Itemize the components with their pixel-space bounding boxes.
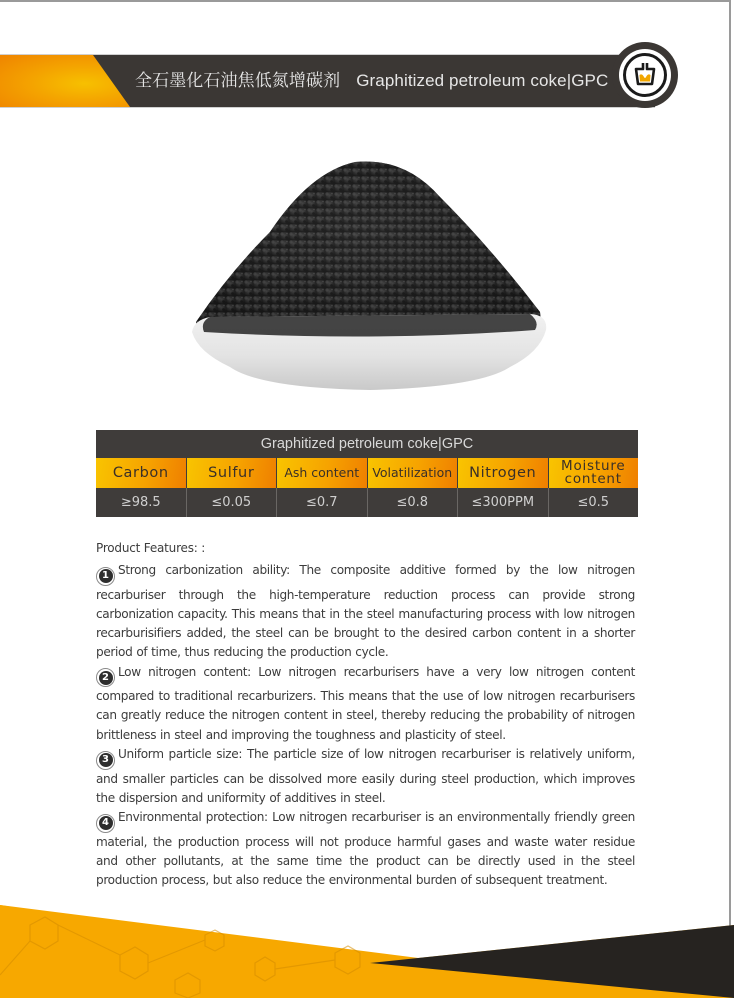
number-3-icon: 3 xyxy=(96,751,115,770)
title-chinese: 全石墨化石油焦低氮增碳剂 xyxy=(135,71,341,90)
product-photo xyxy=(190,152,550,397)
product-features xyxy=(96,541,635,891)
spec-value-volatilization: ≤0.8 xyxy=(368,488,459,517)
feature-text: Strong carbonization ability: The composite additive formed by the low nitrogen recarburiser through the high-temperature reduction process can provide strong carbonization capacity. This means that in the steel manufacturing process with low nitrogen recarburisifiers added, the steel can be brought to the desired carbon content in a shorter period of time, thus reducing the production cycle. xyxy=(96,563,635,660)
number-2-icon: 2 xyxy=(96,668,115,687)
feature-item xyxy=(96,561,635,663)
spec-header-sulfur: Sulfur xyxy=(187,458,278,488)
number-4-icon: 4 xyxy=(96,814,115,833)
ladle-glyph-icon xyxy=(632,62,658,88)
spec-value-sulfur: ≤0.05 xyxy=(187,488,278,517)
header-orange-accent xyxy=(0,55,130,107)
feature-text: Low nitrogen content: Low nitrogen recarburisers have a very low nitrogen content compared to traditional recarburizers. This means that the use of low nitrogen recarburisers can greatly reduce the nitrogen content in steel, thereby reducing the probability of nitrogen brittleness in steel and improving the toughness and plasticity of steel. xyxy=(96,664,635,742)
feature-item xyxy=(96,745,635,808)
features-title: Product Features: : xyxy=(96,541,206,555)
feature-item xyxy=(96,663,635,745)
spec-header-moisture-line1: Moisture xyxy=(561,458,626,474)
spec-value-nitrogen: ≤300PPM xyxy=(458,488,549,517)
spec-table-caption: Graphitized petroleum coke|GPC xyxy=(96,430,638,458)
spec-header-ash: Ash content xyxy=(277,458,368,488)
spec-header-row xyxy=(96,458,638,488)
title-english: Graphitized petroleum coke|GPC xyxy=(356,71,609,90)
header-banner xyxy=(0,54,655,108)
ladle-logo-icon xyxy=(612,42,678,108)
feature-item xyxy=(96,808,635,890)
spec-value-row xyxy=(96,488,638,517)
feature-text: Environmental protection: Low nitrogen recarburiser is an environmentally friendly green material, the production process will not produce harmful gases and waste water residue and other pollutants, at the same time the product can be directly used in the steel production process, but also reduce the environmental burden of subsequent treatment. xyxy=(96,810,635,888)
number-1-icon: 1 xyxy=(96,567,115,586)
spec-value-ash: ≤0.7 xyxy=(277,488,368,517)
spec-header-moisture-line2: content xyxy=(564,471,622,487)
spec-header-volatilization: Volatilization xyxy=(368,458,459,488)
page-title xyxy=(135,55,608,107)
footer-decoration xyxy=(0,905,734,998)
spec-value-moisture: ≤0.5 xyxy=(577,495,610,510)
spec-header-moisture xyxy=(549,458,639,488)
spec-value-carbon: ≥98.5 xyxy=(96,488,187,517)
spec-header-carbon: Carbon xyxy=(96,458,187,488)
spec-header-nitrogen: Nitrogen xyxy=(458,458,549,488)
spec-table xyxy=(96,430,638,517)
feature-text: Uniform particle size: The particle size of low nitrogen recarburiser is relatively uniform, and smaller particles can be dissolved more easily during steel production, which improves the dispersion and uniformity of additives in steel. xyxy=(96,747,635,805)
